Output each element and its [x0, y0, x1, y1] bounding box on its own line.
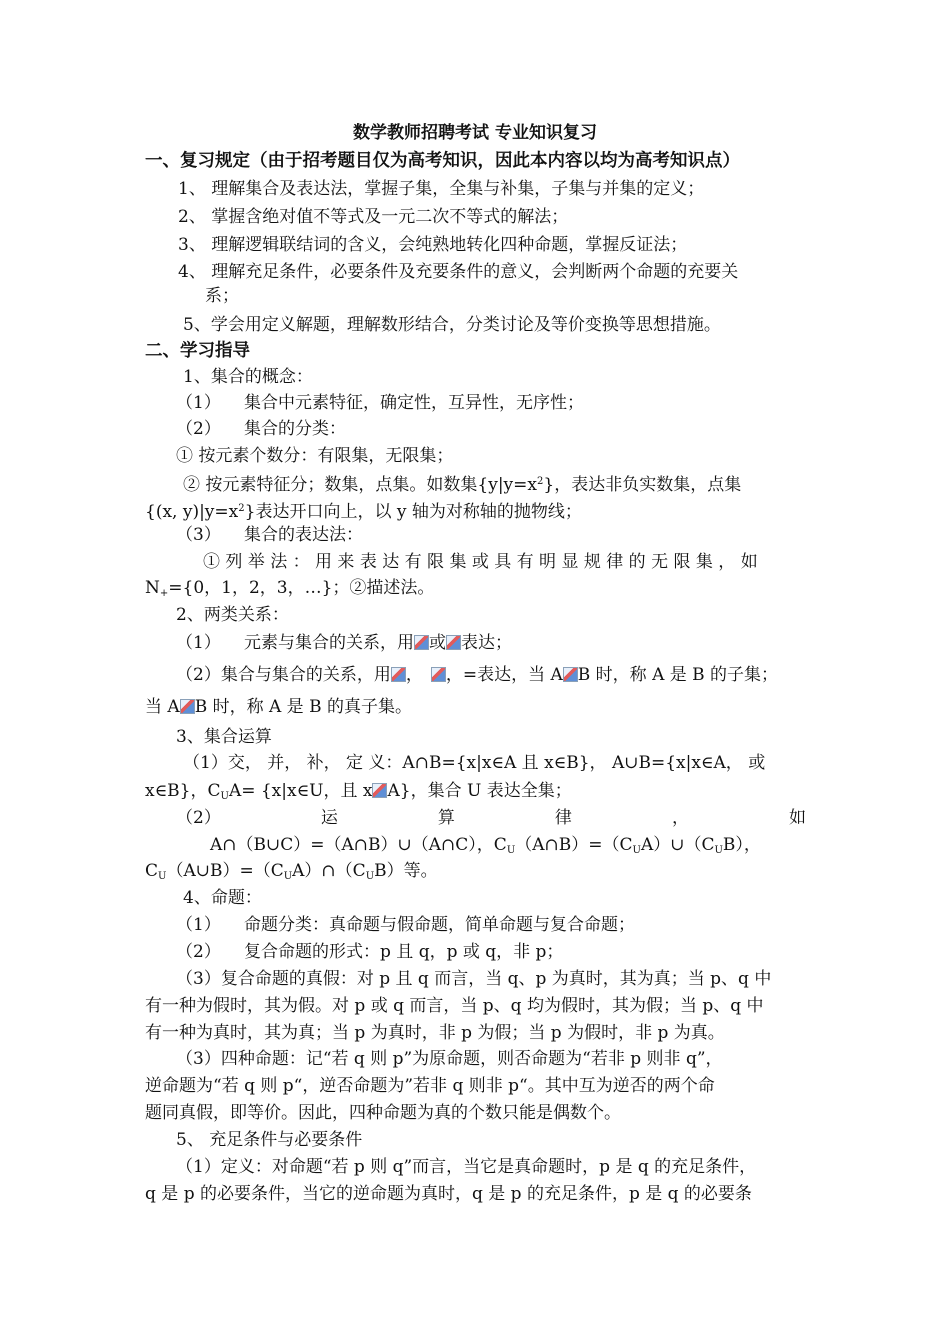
broken-image-icon — [446, 635, 461, 650]
list-item: 2、 掌握含绝对值不等式及一元二次不等式的解法； — [178, 207, 569, 227]
paragraph-line: 逆命题为“若 q 则 p“，逆否命题为”若非 q 则非 p“。其中互为逆否的两个命 — [145, 1076, 715, 1096]
paragraph-line: （3）四种命题：记“若 q 则 p”为原命题，则否命题为“若非 p 则非 q”， — [176, 1049, 723, 1069]
paragraph-line: （1）定义：对命题“若 p 则 q”而言，当它是真命题时，p 是 q 的充足条件， — [176, 1157, 757, 1177]
subscript: U — [220, 791, 229, 802]
text-run: 当 A — [145, 697, 180, 717]
item-number: （2） — [176, 419, 221, 439]
item-number: （1） — [176, 633, 221, 653]
item-text: 集合中元素特征，确定性，互异性，无序性； — [244, 393, 584, 413]
text-run: B 时，称 A 是 B 的子集； — [577, 665, 779, 685]
text-run: ={0，1，2，3，…}；②描述法。 — [168, 578, 435, 598]
subscript: U — [714, 845, 723, 856]
list-item — [176, 939, 836, 965]
text-run: 律 — [554, 808, 572, 828]
item-number: （3） — [176, 525, 221, 545]
item-number: （1） — [176, 915, 221, 935]
text-run: 表达； — [461, 633, 512, 653]
paragraph-line — [145, 496, 805, 525]
text-run: A}，集合 U 表达全集； — [387, 781, 572, 801]
text-run: ② 按元素特征分；数集，点集。如数集{y|y=x — [183, 475, 537, 495]
list-item: ① 按元素个数分：有限集，无限集； — [176, 446, 454, 466]
list-item — [176, 630, 836, 656]
list-item: 5、学会用定义解题，理解数形结合，分类讨论及等价变换等思想措施。 — [183, 315, 721, 335]
text-run: A）∩（C — [292, 861, 366, 881]
text-run: N — [145, 578, 160, 598]
paragraph-line — [145, 694, 805, 720]
subscript: U — [632, 845, 641, 856]
broken-image-icon — [180, 699, 195, 714]
paragraph-line: ① 列 举 法 ： 用 来 表 达 有 限 集 或 具 有 明 显 规 律 的 无 限 集 ， 如 — [203, 552, 758, 572]
paragraph-line — [183, 469, 843, 498]
broken-image-icon — [414, 635, 429, 650]
text-run: 元素与集合的关系，用 — [244, 633, 414, 653]
paragraph-line — [176, 805, 806, 831]
text-run: }，表达非负实数集，点集 — [543, 475, 742, 495]
paragraph-line: 有一种为真时，其为真；当 p 为真时，非 p 为假；当 p 为假时，非 p 为真。 — [145, 1023, 725, 1043]
text-run: 运 — [320, 808, 338, 828]
list-item: 4、 理解充足条件，必要条件及充要条件的意义，会判断两个命题的充要关 — [178, 262, 739, 282]
list-item — [176, 390, 836, 416]
subsection-title: 4、命题： — [183, 888, 262, 908]
text-run: （A∩B）=（C — [515, 835, 633, 855]
item-number: （1） — [176, 393, 221, 413]
text-run: B 时，称 A 是 B 的真子集。 — [194, 697, 412, 717]
list-item: 1、 理解集合及表达法，掌握子集，全集与补集，子集与并集的定义； — [178, 179, 705, 199]
subscript: U — [365, 871, 375, 882]
text-run: 或 — [429, 633, 446, 653]
broken-image-icon — [431, 667, 446, 682]
subsection-title: 5、 充足条件与必要条件 — [176, 1130, 363, 1150]
subscript: U — [158, 871, 167, 882]
broken-image-icon — [391, 667, 406, 682]
text-run: ， — [671, 808, 689, 828]
text-run: }表达开口向上，以 y 轴为对称轴的抛物线； — [244, 502, 582, 522]
item-text: 集合的分类： — [244, 419, 346, 439]
list-item — [176, 416, 836, 442]
text-run: （2） — [176, 808, 221, 828]
list-item: 3、 理解逻辑联结词的含义，会纯熟地转化四种命题，掌握反证法； — [178, 235, 688, 255]
page-title: 数学教师招聘考试 专业知识复习 — [353, 123, 597, 143]
paragraph-line: q 是 p 的必要条件，当它的逆命题为真时，q 是 p 的充足条件，p 是 q 的必要条 — [145, 1184, 752, 1204]
text-run: （A∪B）=（C — [166, 861, 284, 881]
list-item: 系； — [205, 286, 239, 306]
text-run: 算 — [437, 808, 455, 828]
item-text: 命题分类：真命题与假命题，简单命题与复合命题； — [244, 915, 635, 935]
list-item — [176, 912, 836, 938]
subsection-title: 3、集合运算 — [176, 727, 272, 747]
text-run: {(x, y)|y=x — [145, 502, 239, 522]
text-run: 如 — [788, 808, 806, 828]
paragraph-line — [176, 662, 836, 688]
text-run: ，=表达，当 A — [445, 665, 563, 685]
paragraph-line: 有一种为假时，其为假。对 p 或 q 而言，当 p、q 均为假时，其为假；当 p、q 中 — [145, 996, 764, 1016]
paragraph-line: 题同真假，即等价。因此，四种命题为真的个数只能是偶数个。 — [145, 1103, 621, 1123]
text-run: A= {x|x∈U，且 x — [228, 781, 373, 801]
superscript: 2 — [537, 476, 544, 487]
text-run: A）∪（C — [640, 835, 715, 855]
subsection-title: 1、集合的概念： — [183, 367, 313, 387]
text-run: （2）集合与集合的关系，用 — [176, 665, 391, 685]
paragraph-line: （1）交， 并， 补， 定 义：A∩B={x|x∈A 且 x∈B}， A∪B={x|x∈A， 或 — [183, 753, 766, 773]
item-text: 集合的表达法： — [244, 525, 363, 545]
text-run: B）， — [722, 835, 761, 855]
text-run: C — [145, 861, 159, 881]
subscript: + — [159, 588, 169, 599]
subsection-title: 2、两类关系： — [176, 605, 289, 625]
broken-image-icon — [563, 667, 578, 682]
text-run: B）等。 — [374, 861, 438, 881]
text-run: x∈B}，C — [145, 781, 221, 801]
subscript: U — [506, 845, 516, 856]
broken-image-icon — [372, 783, 387, 798]
item-text: 复合命题的形式：p 且 q，p 或 q，非 p； — [244, 942, 564, 962]
paragraph-line: （3）复合命题的真假：对 p 且 q 而言，当 q、p 为真时，其为真；当 p、q 中 — [176, 969, 772, 989]
item-number: （2） — [176, 942, 221, 962]
text-run: A∩（B∪C）=（A∩B）∪（A∩C），C — [210, 835, 507, 855]
list-item — [176, 522, 836, 548]
section2-heading: 二、学习指导 — [145, 341, 250, 361]
superscript: 2 — [238, 503, 245, 514]
text-run: ， — [405, 665, 423, 685]
section1-heading: 一、复习规定（由于招考题目仅为高考知识，因此本内容以均为高考知识点） — [145, 151, 740, 171]
subscript: U — [283, 871, 293, 882]
